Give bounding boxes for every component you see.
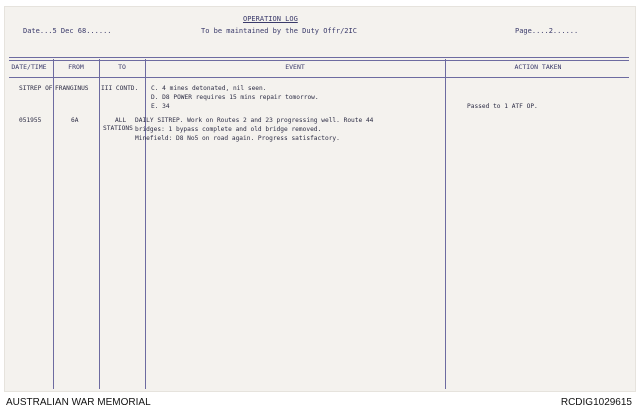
entry-event-line: DAILY SITREP. Work on Routes 2 and 23 progressing well. Route 44 (135, 117, 374, 124)
column-header-from: FROM (68, 63, 84, 71)
entry-event-line: E. 34 (151, 103, 170, 110)
entry-event-line: bridges: 1 bypass complete and old bridge removed. (135, 126, 322, 133)
entry-event-line: C. 4 mines detonated, nil seen. (151, 85, 267, 92)
column-divider (145, 59, 146, 389)
footer-reference: RCDIG1029615 (560, 397, 632, 408)
log-sheet (4, 6, 636, 392)
entry-from: 6A (71, 117, 79, 124)
entry-from: FRANGINUS (55, 85, 89, 92)
column-divider (445, 59, 446, 389)
column-divider (99, 59, 100, 389)
entry-event-line: Minefield: D8 No5 on road again. Progress satisfactory. (135, 135, 340, 142)
table-top-rule-inner (9, 60, 629, 61)
entry-to: III CONTD. (101, 85, 139, 92)
entry-datetime: SITREP OF (19, 85, 53, 92)
column-divider (53, 59, 54, 389)
entry-to-line: STATIONS (103, 125, 133, 132)
column-header-datetime: DATE/TIME (11, 63, 47, 71)
footer-source: AUSTRALIAN WAR MEMORIAL (6, 397, 151, 408)
entry-datetime: 051955 (19, 117, 42, 124)
table-header-rule (9, 77, 629, 78)
log-title: OPERATION LOG (243, 15, 298, 23)
log-subtitle: To be maintained by the Duty Offr/2IC (201, 27, 357, 35)
entry-event-line: D. D8 POWER requires 15 mins repair tomorrow. (151, 94, 319, 101)
entry-to-line: ALL (115, 117, 127, 124)
column-header-to: TO (118, 63, 126, 71)
log-date: Date...5 Dec 68...... (23, 27, 112, 35)
column-header-event: EVENT (285, 63, 305, 71)
entry-action: Passed to 1 ATF OP. (467, 103, 538, 110)
table-top-rule (9, 57, 629, 58)
column-header-action: ACTION TAKEN (514, 63, 562, 71)
log-page-number: Page....2...... (515, 27, 579, 35)
